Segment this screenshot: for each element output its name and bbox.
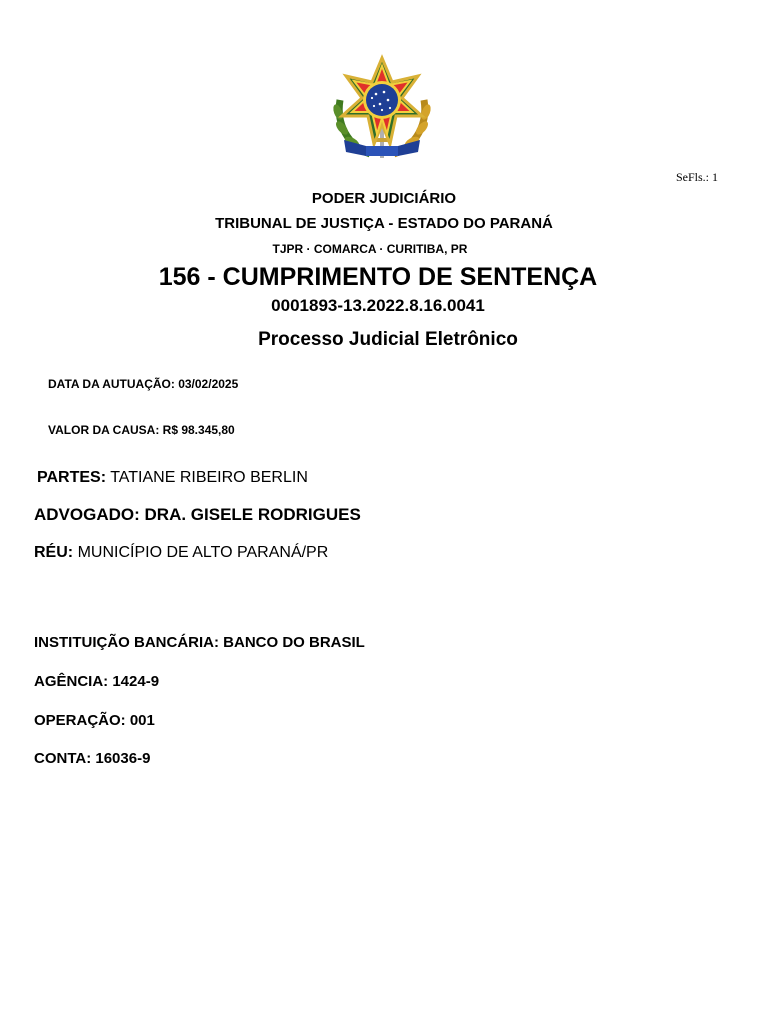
lawyer-name: DRA. GISELE RODRIGUES [144, 505, 361, 524]
bank-account: CONTA: 16036-9 [34, 750, 151, 767]
party-label: PARTES: [37, 469, 107, 486]
defendant-line [34, 544, 328, 562]
court-name-heading: TRIBUNAL DE JUSTIÇA - ESTADO DO PARANÁ [215, 215, 553, 232]
process-type: Processo Judicial Eletrônico [258, 329, 518, 350]
party-name: TATIANE RIBEIRO BERLIN [110, 469, 308, 486]
court-power-heading: PODER JUDICIÁRIO [311, 190, 457, 207]
defendant-label: RÉU: [34, 544, 74, 561]
case-number: 0001893-13.2022.8.16.0041 [271, 296, 485, 315]
bank-agency: AGÊNCIA: 1424-9 [34, 673, 160, 690]
lawyer-label: ADVOGADO: [34, 505, 140, 524]
party-line [37, 469, 308, 487]
bank-institution: INSTITUIÇÃO BANCÁRIA: BANCO DO BRASIL [34, 634, 365, 651]
claim-value: VALOR DA CAUSA: R$ 98.345,80 [48, 423, 235, 437]
case-class-title: 156 - CUMPRIMENTO DE SENTENÇA [158, 263, 598, 291]
lawyer-line [34, 505, 361, 525]
defendant-name: MUNICÍPIO DE ALTO PARANÁ/PR [77, 544, 329, 561]
court-location: TJPR · COMARCA · CURITIBA, PR [272, 242, 468, 256]
coat-of-arms-icon [326, 54, 438, 166]
bank-operation: OPERAÇÃO: 001 [34, 712, 155, 729]
sheet-number: SeFls.: 1 [676, 170, 719, 184]
filing-date: DATA DA AUTUAÇÃO: 03/02/2025 [48, 377, 239, 391]
